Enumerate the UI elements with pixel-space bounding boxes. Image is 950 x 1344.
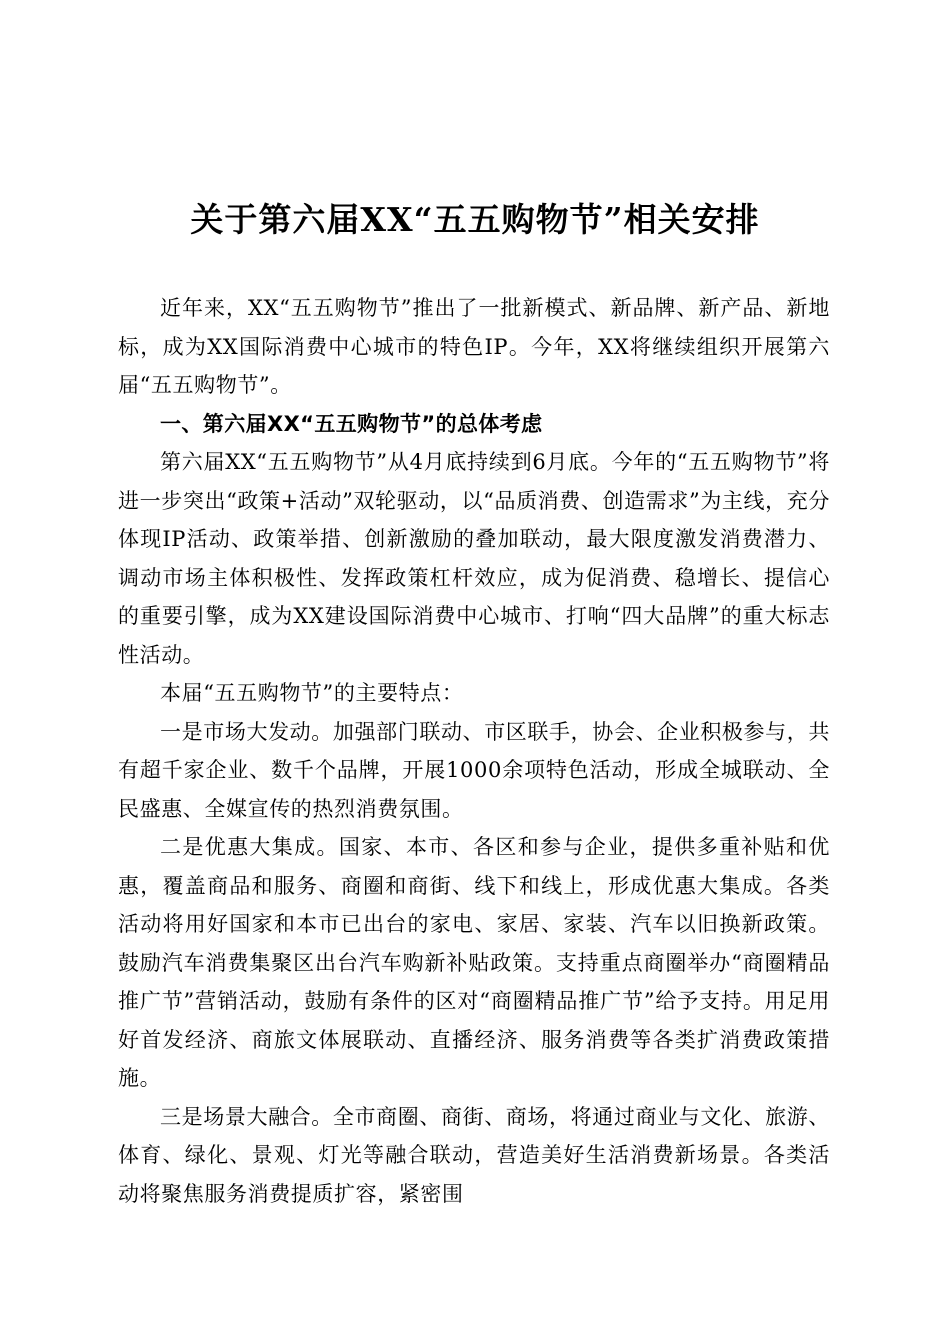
paragraph-feature-scenes: 三是场景大融合。全市商圈、商街、商场，将通过商业与文化、旅游、体育、绿化、景观、灯光等融合联动，营造美好生活消费新场景。各类活动将聚焦服务消费提质扩容，紧密围 (118, 1104, 830, 1206)
section-heading: 一、第六届XX“五五购物节”的总体考虑 (160, 411, 543, 436)
paragraph-overview: 第六届XX“五五购物节”从4月底持续到6月底。今年的“五五购物节”将进一步突出“政策+活动”双轮驱动，以“品质消费、创造需求”为主线，充分体现IP活动、政策举措、创新激励的叠加联动，最大限度激发消费潜力、调动市场主体积极性、发挥政策杠杆效应，成为促消费、稳增长、提信心的重要引擎，成为XX建设国际消费中心城市、打响“四大品牌”的重大标志性活动。 (118, 450, 830, 667)
paragraph-intro: 近年来，XX“五五购物节”推出了一批新模式、新品牌、新产品、新地标，成为XX国际消费中心城市的特色IP。今年，XX将继续组织开展第六届“五五购物节”。 (118, 296, 830, 397)
document-title: 关于第六届XX“五五购物节”相关安排 (190, 200, 760, 239)
document-body (118, 289, 830, 1213)
paragraph-feature-market: 一是市场大发动。加强部门联动、市区联手，协会、企业积极参与，共有超千家企业、数千个品牌，开展1000余项特色活动，形成全城联动、全民盛惠、全媒宣传的热烈消费氛围。 (118, 719, 830, 821)
paragraph-features-intro: 本届“五五购物节”的主要特点： (160, 681, 464, 705)
paragraph-feature-discounts: 二是优惠大集成。国家、本市、各区和参与企业，提供多重补贴和优惠，覆盖商品和服务、商圈和商街、线下和线上，形成优惠大集成。各类活动将用好国家和本市已出台的家电、家居、家装、汽车以旧换新政策。鼓励汽车消费集聚区出台汽车购新补贴政策。支持重点商圈举办“商圈精品推广节”营销活动，鼓励有条件的区对“商圈精品推广节”给予支持。用足用好首发经济、商旅文体展联动、直播经济、服务消费等各类扩消费政策措施。 (118, 835, 830, 1090)
